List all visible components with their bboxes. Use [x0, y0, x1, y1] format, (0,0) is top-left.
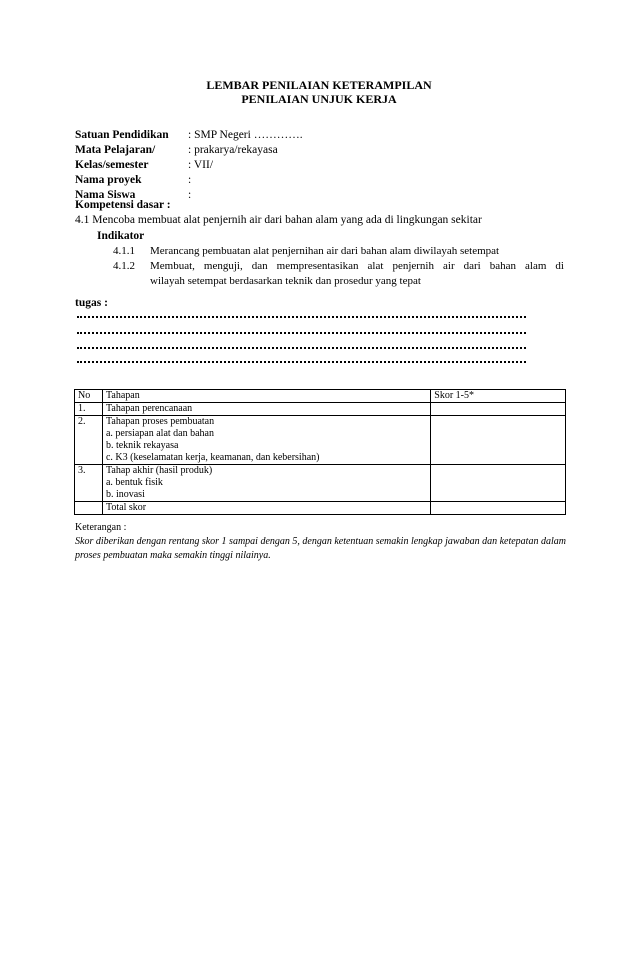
- row-line: Tahapan perencanaan: [105, 403, 193, 414]
- row-tahapan: [102, 416, 430, 465]
- indikator-item-continued: [113, 274, 565, 289]
- indikator-text: Merancang pembuatan alat penjernihan air dari bahan alam diwilayah setempat: [150, 245, 500, 257]
- header-no: No: [75, 390, 103, 403]
- indikator-item: [113, 259, 565, 274]
- score-cell[interactable]: [431, 403, 566, 416]
- kompetensi-text: 4.1 Mencoba membuat alat penjernih air dari bahan alam yang ada di lingkungan sekitar: [75, 214, 482, 226]
- row-line: Tahap akhir (hasil produk): [105, 465, 213, 476]
- row-line: a. persiapan alat dan bahan: [105, 428, 214, 439]
- row-line: b. inovasi: [105, 489, 145, 500]
- info-value: :: [188, 189, 192, 201]
- indikator-text-continued: wilayah setempat berdasarkan teknik dan prosedur yang tepat: [150, 275, 421, 287]
- row-line: b. teknik rekayasa: [105, 440, 179, 451]
- info-label: Nama Siswa: [75, 189, 136, 201]
- info-value: : VII/: [188, 159, 214, 171]
- table-row: [75, 403, 566, 416]
- info-value: :: [188, 174, 192, 186]
- indikator-title: Indikator: [97, 230, 145, 242]
- kompetensi-section: [75, 198, 565, 289]
- info-row: [75, 158, 303, 173]
- table-header-row: [75, 390, 566, 403]
- tugas-label: tugas :: [75, 297, 108, 309]
- tugas-answer-line[interactable]: [77, 361, 526, 363]
- kompetensi-title: Kompetensi dasar :: [75, 199, 171, 211]
- indikator-item: [113, 244, 565, 259]
- total-label: Total skor: [102, 502, 430, 515]
- info-label: Satuan Pendidikan: [75, 129, 169, 141]
- info-row: [75, 173, 303, 188]
- info-value: : prakarya/rekayasa: [188, 144, 278, 156]
- info-row: [75, 143, 303, 158]
- row-line: c. K3 (keselamatan kerja, keamanan, dan kebersihan): [105, 452, 320, 463]
- header-skor: Skor 1-5*: [431, 390, 566, 403]
- row-line: Tahapan proses pembuatan: [105, 416, 215, 427]
- doc-title-line1: LEMBAR PENILAIAN KETERAMPILAN: [206, 78, 432, 92]
- doc-title-line2: PENILAIAN UNJUK KERJA: [241, 92, 397, 106]
- assessment-table: [74, 389, 566, 515]
- table-row: [75, 416, 566, 465]
- tugas-answer-line[interactable]: [77, 347, 526, 349]
- score-cell[interactable]: [431, 465, 566, 502]
- identity-block: [75, 128, 303, 203]
- row-tahapan: [102, 403, 430, 416]
- info-row: [75, 128, 303, 143]
- keterangan-section: [75, 521, 567, 563]
- table-row: [75, 465, 566, 502]
- keterangan-text: Skor diberikan dengan rentang skor 1 sampai dengan 5, dengan ketentuan semakin lengkap jawaban dan ketepatan dalam proses pembuatan maka semakin tinggi nilainya.: [75, 536, 566, 561]
- keterangan-title: Keterangan :: [75, 522, 127, 533]
- tugas-answer-line[interactable]: [77, 332, 526, 334]
- tugas-answer-line[interactable]: [77, 316, 526, 318]
- info-label: Kelas/semester: [75, 159, 149, 171]
- info-value: : SMP Negeri ………….: [188, 129, 303, 141]
- table-total-row: [75, 502, 566, 515]
- row-no: 3.: [75, 465, 103, 502]
- row-no: 1.: [75, 403, 103, 416]
- row-tahapan: [102, 465, 430, 502]
- total-score-cell[interactable]: [431, 502, 566, 515]
- indikator-number: 4.1.1: [113, 245, 135, 257]
- score-cell[interactable]: [431, 416, 566, 465]
- indikator-text: Membuat, menguji, dan mempresentasikan alat penjernih air dari bahan alam di: [150, 260, 564, 272]
- info-label: Mata Pelajaran/: [75, 144, 156, 156]
- indikator-number: 4.1.2: [113, 260, 135, 272]
- row-no: 2.: [75, 416, 103, 465]
- header-tahapan: Tahapan: [102, 390, 430, 403]
- info-label: Nama proyek: [75, 174, 142, 186]
- row-line: a. bentuk fisik: [105, 477, 163, 488]
